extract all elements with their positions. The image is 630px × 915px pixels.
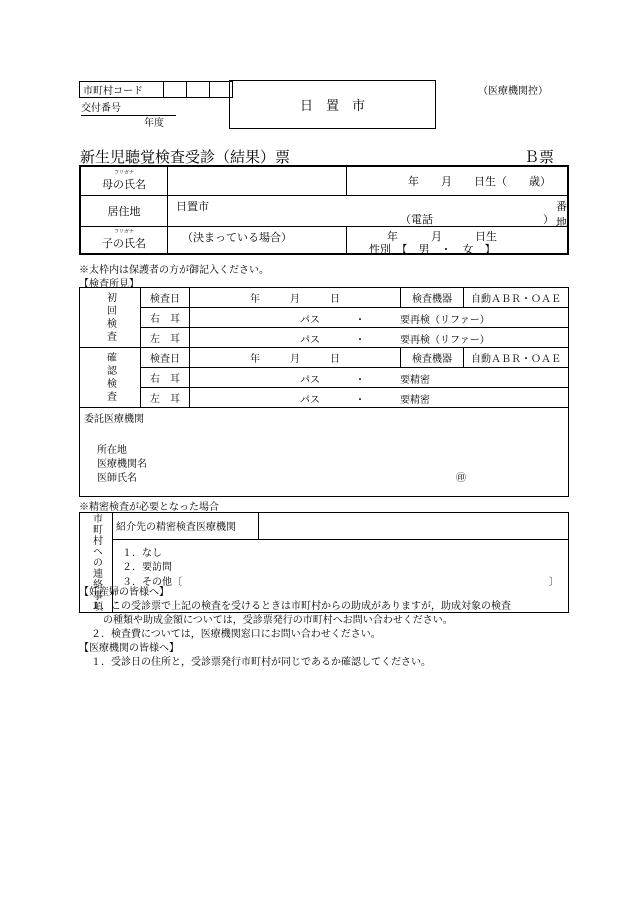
medical-item-1: １．受診日の住所と，受診票発行市町村が同じであるか確認してください。 xyxy=(91,657,431,668)
option-none[interactable]: １．なし xyxy=(122,547,162,559)
confirm-device-label: 検査機器 xyxy=(401,348,464,368)
child-birth-date[interactable]: 年 月 日生 xyxy=(387,229,497,243)
form-type: Ｂ票 xyxy=(524,148,555,166)
code-cell-2[interactable] xyxy=(187,82,210,98)
pregnant-item-2: ２．検査費については，医療機関窓口にお問い合わせください。 xyxy=(91,629,381,640)
pregnant-heading: 【妊産婦の皆様へ】 xyxy=(79,587,169,598)
bold-frame-note: ※太枠内は保護者の方が御記入ください。 xyxy=(79,265,269,276)
option-other[interactable]: ３．その他〔 xyxy=(122,576,182,588)
referral-label: 紹介先の精密検査医療機関 xyxy=(113,513,259,540)
mother-name-field[interactable] xyxy=(168,166,347,195)
initial-exam-label: 初回検査 xyxy=(80,288,141,348)
medical-heading: 【医療機関の皆様へ】 xyxy=(79,643,179,654)
fiscal-year-label: 年度 xyxy=(144,118,164,129)
initial-exam-date-field[interactable]: 年 月 日 xyxy=(190,288,401,308)
contact-side-label: 市町村への連絡事項 xyxy=(80,513,113,613)
city-name: 日 置 市 xyxy=(299,99,365,114)
confirm-exam-date-label: 検査日 xyxy=(141,348,190,368)
initial-device-label: 検査機器 xyxy=(401,288,464,308)
initial-left-ear-label: 左 耳 xyxy=(141,328,190,348)
findings-heading: 【検査所見】 xyxy=(79,279,139,290)
institution-heading: 委託医療機関 xyxy=(84,414,144,425)
municipality-code-box xyxy=(79,81,233,98)
furigana-child: フリガナ xyxy=(114,228,134,235)
institution-box xyxy=(79,407,569,497)
furigana-mother: フリガナ xyxy=(114,169,134,176)
child-name-field[interactable] xyxy=(168,226,347,254)
findings-table xyxy=(79,287,569,408)
guardian-table xyxy=(79,165,569,255)
notice-section xyxy=(79,586,574,670)
referral-field[interactable] xyxy=(259,513,569,540)
option-other-close: 〕 xyxy=(549,576,559,588)
seal-mark: ㊞ xyxy=(456,473,466,484)
mother-birth-field[interactable]: 年 月 日生（ 歳） xyxy=(347,166,569,195)
confirm-left-ear-label: 左 耳 xyxy=(141,388,190,408)
initial-left-ear-result[interactable]: パス ・ 要再検（リファー） xyxy=(190,328,569,348)
initial-exam-date-label: 検査日 xyxy=(141,288,190,308)
pregnant-item-1b: の種類や助成金額については，受診票発行の市町村へお問い合わせください。 xyxy=(103,615,453,626)
institution-name-label: 医療機関名 xyxy=(97,459,147,470)
confirm-device-value[interactable]: 自動ＡＢＲ・ＯＡＥ xyxy=(464,348,569,368)
child-name-note: （決まっている場合） xyxy=(182,230,292,244)
code-cell-1[interactable] xyxy=(164,82,187,98)
address-label: 居住地 xyxy=(80,195,168,226)
address-prefix: 日置市 xyxy=(176,199,209,213)
confirm-exam-date-field[interactable]: 年 月 日 xyxy=(190,348,401,368)
municipality-code-label: 市町村コード xyxy=(80,82,164,98)
doctor-name-label: 医師氏名 xyxy=(97,473,137,484)
precise-exam-note: ※精密検査が必要となった場合 xyxy=(79,502,219,513)
copy-label: （医療機関控） xyxy=(478,86,548,97)
child-birth-sex-field[interactable] xyxy=(347,226,569,254)
confirm-left-ear-result[interactable]: パス ・ 要精密 xyxy=(190,388,569,408)
issue-number-label: 交付番号 xyxy=(81,99,176,116)
confirm-right-ear-result[interactable]: パス ・ 要精密 xyxy=(190,368,569,388)
address-field[interactable] xyxy=(168,195,569,229)
document-title: 新生児聴覚検査受診（結果）票 xyxy=(80,148,291,166)
child-name-label: フリガナ 子の氏名 xyxy=(80,226,168,254)
mother-name-label: フリガナ 母の氏名 xyxy=(80,166,168,195)
initial-device-value[interactable]: 自動ＡＢＲ・ＯＡＥ xyxy=(464,288,569,308)
initial-right-ear-label: 右 耳 xyxy=(141,308,190,328)
address-suffix: 番地 xyxy=(556,199,567,229)
child-sex[interactable]: 性別 【 男 ・ 女 】 xyxy=(369,242,496,256)
option-visit[interactable]: ２．要訪問 xyxy=(122,561,172,573)
confirm-exam-label: 確認検査 xyxy=(80,348,141,408)
confirm-right-ear-label: 右 耳 xyxy=(141,368,190,388)
pregnant-item-1a: １．この受診票で上記の検査を受けるときは市町村からの助成がありますが，助成対象の検査 xyxy=(91,601,511,612)
initial-right-ear-result[interactable]: パス ・ 要再検（リファー） xyxy=(190,308,569,328)
institution-location-label: 所在地 xyxy=(97,445,127,456)
city-box xyxy=(229,80,436,129)
phone-field[interactable]: （電話 ） xyxy=(400,212,554,226)
